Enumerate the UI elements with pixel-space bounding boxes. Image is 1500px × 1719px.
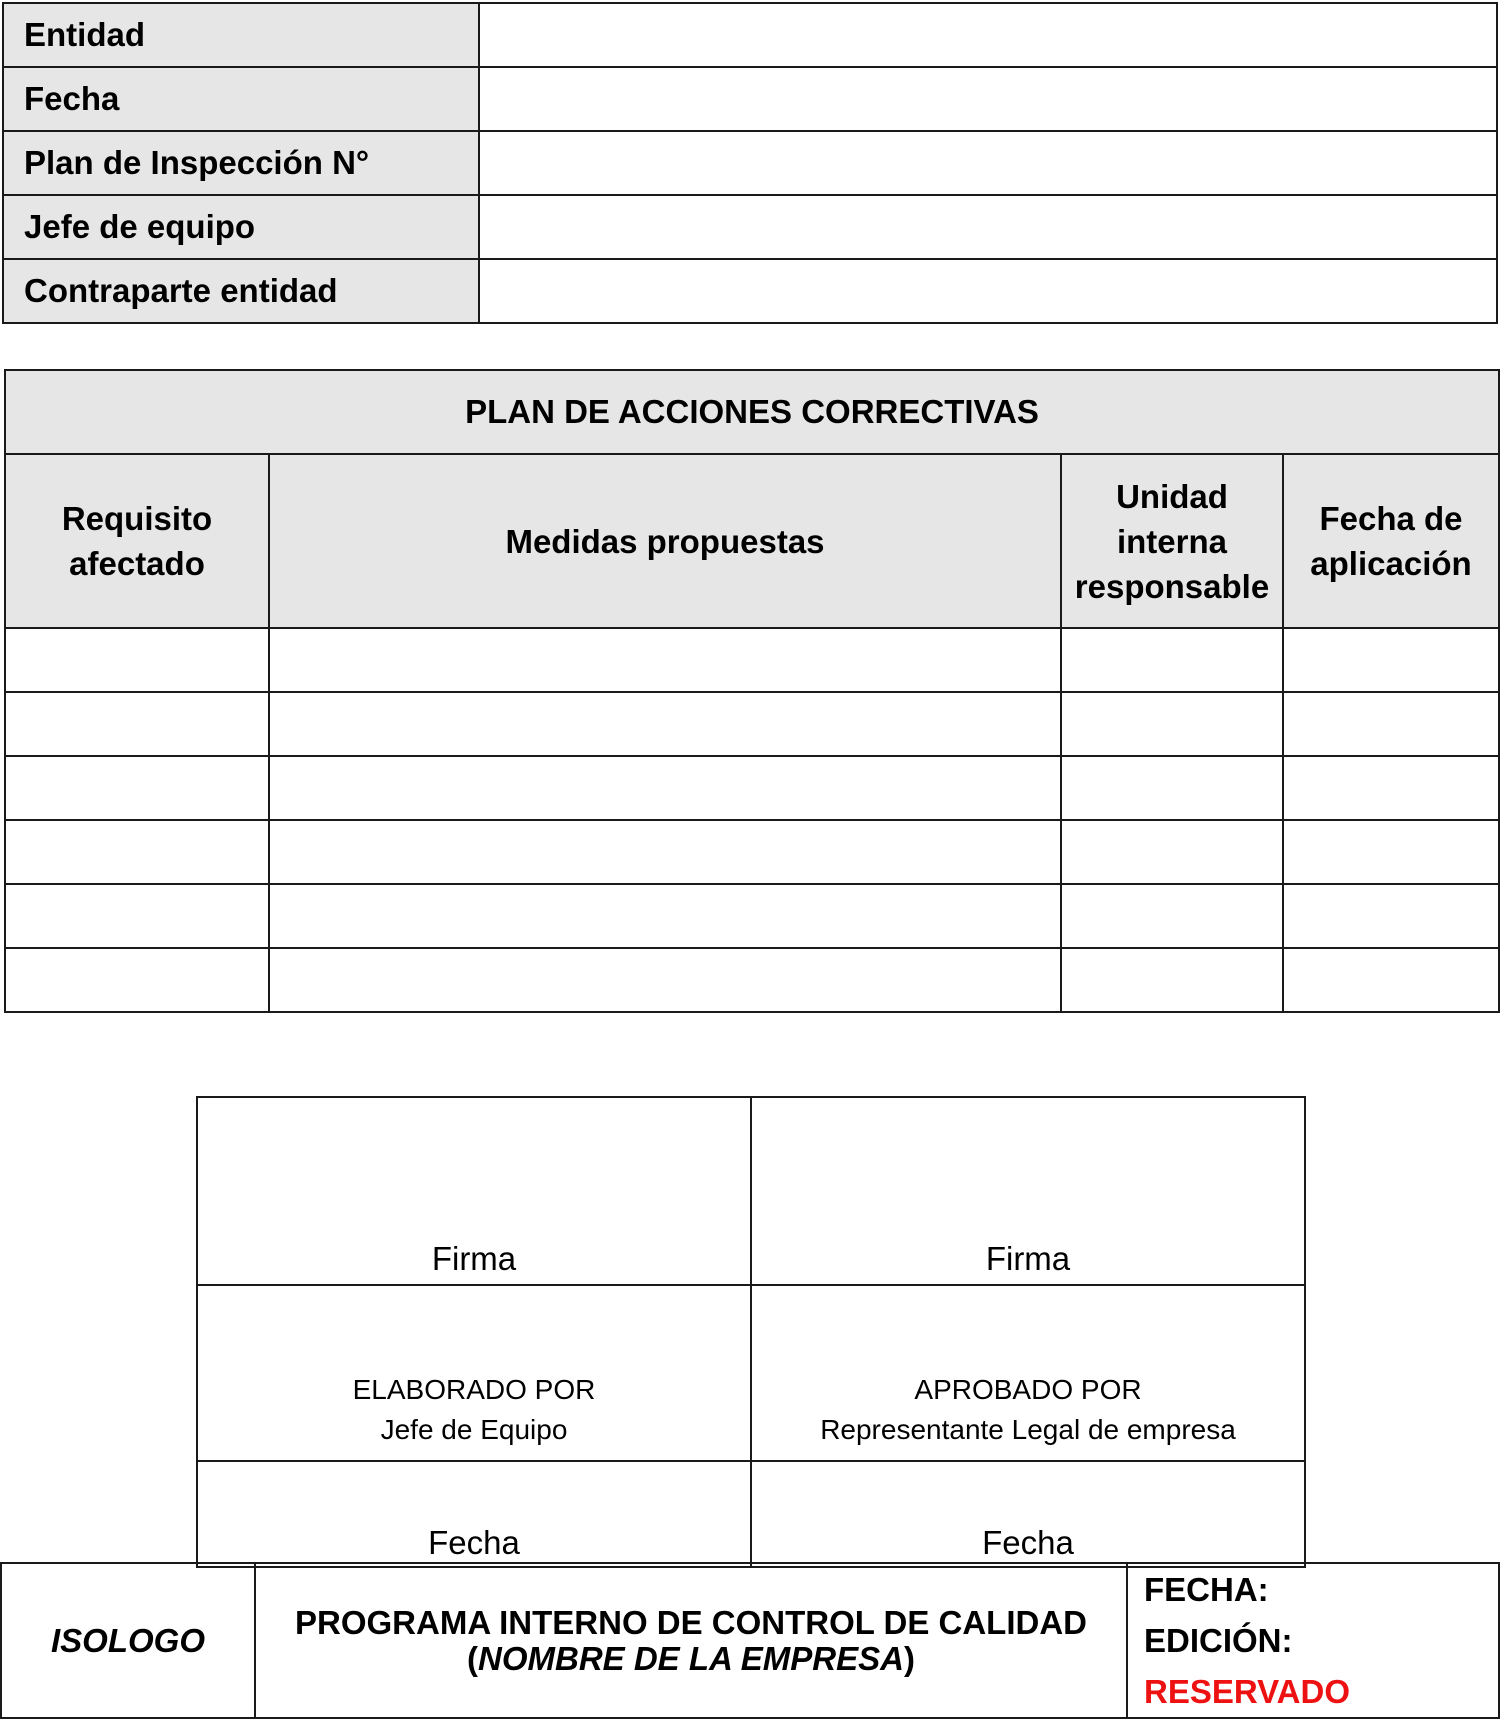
inspection-plan-label: Plan de Inspección N° [3,131,479,195]
fecha-cell[interactable] [1283,692,1499,756]
counterpart-label: Contraparte entidad [3,259,479,323]
date-field[interactable] [479,67,1497,131]
date-right-label: Fecha [982,1524,1074,1561]
medidas-cell[interactable] [269,948,1061,1012]
signature-left-label: Firma [431,1240,517,1277]
medidas-cell[interactable] [269,820,1061,884]
approved-by-cell [751,1285,1305,1461]
requisito-cell[interactable] [5,692,269,756]
unidad-cell[interactable] [1061,820,1283,884]
unidad-cell[interactable] [1061,948,1283,1012]
entity-info-table [2,2,1498,324]
date-left-label: Fecha [428,1524,520,1561]
table-row [5,756,1499,820]
program-title [255,1563,1127,1718]
program-paren-open: ( [467,1639,478,1677]
team-leader-row [3,195,1497,259]
header-requisito-line1: Requisito [61,500,213,537]
program-title-line2 [256,1641,1126,1677]
requisito-cell[interactable] [5,820,269,884]
isologo: ISOLOGO [1,1563,255,1718]
date-label: Fecha [3,67,479,131]
company-name: NOMBRE DE LA EMPRESA [478,1639,904,1677]
approved-by-label: APROBADO POR [914,1374,1142,1405]
requisito-cell[interactable] [5,628,269,692]
reserved-label: RESERVADO [1144,1673,1350,1710]
signature-right-label: Firma [985,1240,1071,1277]
signature-table [196,1096,1306,1568]
table-row [5,820,1499,884]
approved-by-person: Representante Legal de empresa [820,1414,1236,1445]
header-medidas [269,454,1061,628]
medidas-cell[interactable] [269,692,1061,756]
fecha-cell[interactable] [1283,820,1499,884]
header-requisito [5,454,269,628]
header-unidad [1061,454,1283,628]
fecha-cell[interactable] [1283,884,1499,948]
entity-field[interactable] [479,3,1497,67]
header-unidad-line2: interna [1116,522,1228,560]
header-fecha [1283,454,1499,628]
medidas-cell[interactable] [269,884,1061,948]
header-fecha-line1: Fecha de [1319,500,1463,537]
inspection-plan-row [3,131,1497,195]
prepared-by-person: Jefe de Equipo [380,1414,568,1445]
corrective-actions-table [4,369,1500,1013]
medidas-cell[interactable] [269,628,1061,692]
program-title-line1: PROGRAMA INTERNO DE CONTROL DE CALIDAD [295,1603,1087,1641]
fecha-cell[interactable] [1283,756,1499,820]
table-row [5,948,1499,1012]
edicion-label: EDICIÓN: [1144,1622,1293,1659]
entity-label: Entidad [3,3,479,67]
unidad-cell[interactable] [1061,756,1283,820]
fecha-cell[interactable] [1283,628,1499,692]
date-right-cell[interactable] [751,1461,1305,1567]
date-left-cell[interactable] [197,1461,751,1567]
requisito-cell[interactable] [5,756,269,820]
document-meta [1127,1563,1499,1718]
header-fecha-line2: aplicación [1310,545,1472,582]
signature-left-cell[interactable] [197,1097,751,1285]
header-row [5,454,1499,628]
requisito-cell[interactable] [5,884,269,948]
requisito-cell[interactable] [5,948,269,1012]
counterpart-field[interactable] [479,259,1497,323]
counterpart-row [3,259,1497,323]
table-title: PLAN DE ACCIONES CORRECTIVAS [5,370,1499,454]
header-unidad-line3: responsable [1074,567,1270,605]
document-footer [0,1562,1500,1719]
medidas-cell[interactable] [269,756,1061,820]
team-leader-field[interactable] [479,195,1497,259]
program-paren-close: ) [903,1639,915,1677]
header-requisito-line2: afectado [69,545,205,582]
table-row [5,884,1499,948]
inspection-plan-field[interactable] [479,131,1497,195]
fecha-label: FECHA: [1144,1571,1269,1608]
team-leader-label: Jefe de equipo [3,195,479,259]
signature-right-cell[interactable] [751,1097,1305,1285]
prepared-by-label: ELABORADO POR [352,1374,596,1405]
date-row [3,67,1497,131]
prepared-by-cell [197,1285,751,1461]
header-medidas-text: Medidas propuestas [505,522,825,560]
fecha-cell[interactable] [1283,948,1499,1012]
header-unidad-line1: Unidad [1116,477,1228,515]
entity-row [3,3,1497,67]
table-row [5,628,1499,692]
unidad-cell[interactable] [1061,884,1283,948]
unidad-cell[interactable] [1061,628,1283,692]
unidad-cell[interactable] [1061,692,1283,756]
table-row [5,692,1499,756]
